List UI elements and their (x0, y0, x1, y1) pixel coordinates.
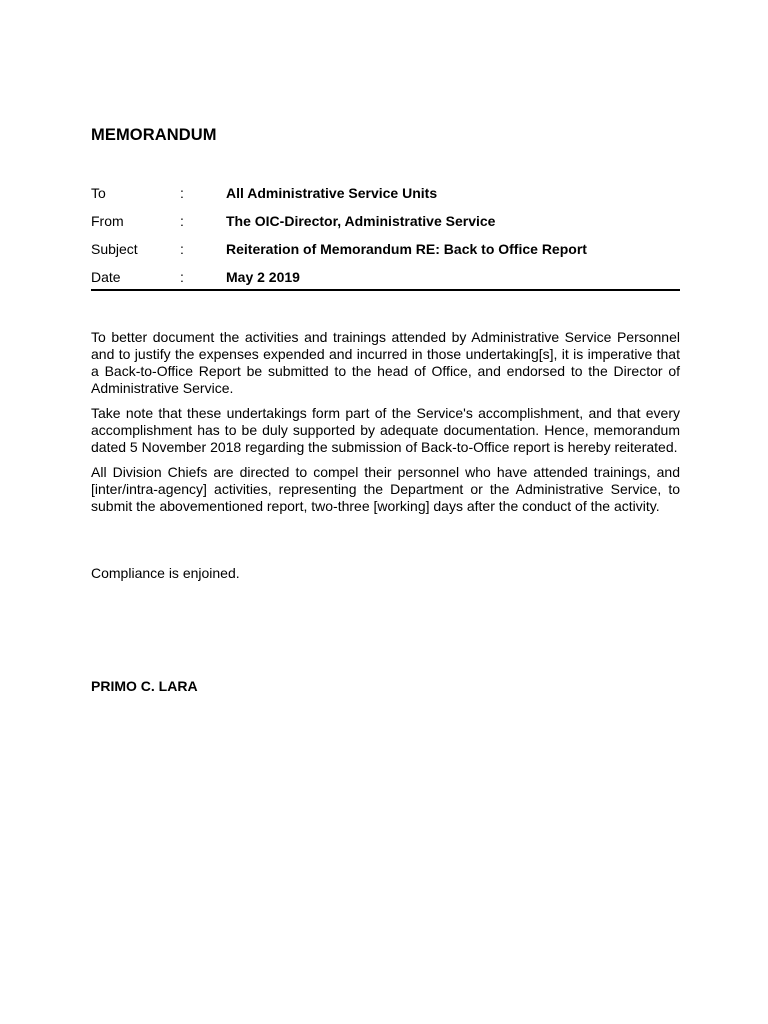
header-row-from (91, 213, 680, 241)
header-row-subject (91, 241, 680, 269)
closing-line: Compliance is enjoined. (91, 565, 240, 581)
header-label-from: From (91, 213, 124, 229)
header-row-to (91, 185, 680, 213)
header-label-date: Date (91, 269, 121, 285)
header-value-date: May 2 2019 (226, 269, 300, 285)
header-row-date (91, 269, 680, 297)
header-value-subject: Reiteration of Memorandum RE: Back to Office Report (226, 241, 587, 257)
signatory-name: PRIMO C. LARA (91, 678, 198, 694)
header-label-subject: Subject (91, 241, 138, 257)
header-divider (91, 289, 680, 291)
memo-header (91, 185, 680, 297)
header-value-to: All Administrative Service Units (226, 185, 438, 201)
header-label-to: To (91, 185, 106, 201)
header-colon: : (180, 213, 184, 229)
memo-body (91, 329, 680, 523)
body-paragraph: Take note that these undertakings form part of the Service's accomplishment, and that every accomplishment has to be duly supported by adequate documentation. Hence, memorandum dated 5 November 2018 regarding the submission of Back-to-Office report is hereby reiterated. (91, 405, 680, 455)
body-paragraph: All Division Chiefs are directed to compel their personnel who have attended trainings, and [inter/intra-agency] activities, representing the Department or the Administrative Service, to submit the abovementioned report, two-three [working] days after the conduct of the activity. (91, 464, 680, 514)
header-value-from: The OIC-Director, Administrative Service (226, 213, 496, 229)
body-paragraph: To better document the activities and trainings attended by Administrative Service Personnel and to justify the expenses expended and incurred in those undertaking[s], it is imperative that a Back-to-Office Report be submitted to the head of Office, and endorsed to the Director of Administrative Service. (91, 329, 680, 396)
memo-title: MEMORANDUM (91, 126, 217, 144)
header-colon: : (180, 241, 184, 257)
header-colon: : (180, 185, 184, 201)
header-colon: : (180, 269, 184, 285)
